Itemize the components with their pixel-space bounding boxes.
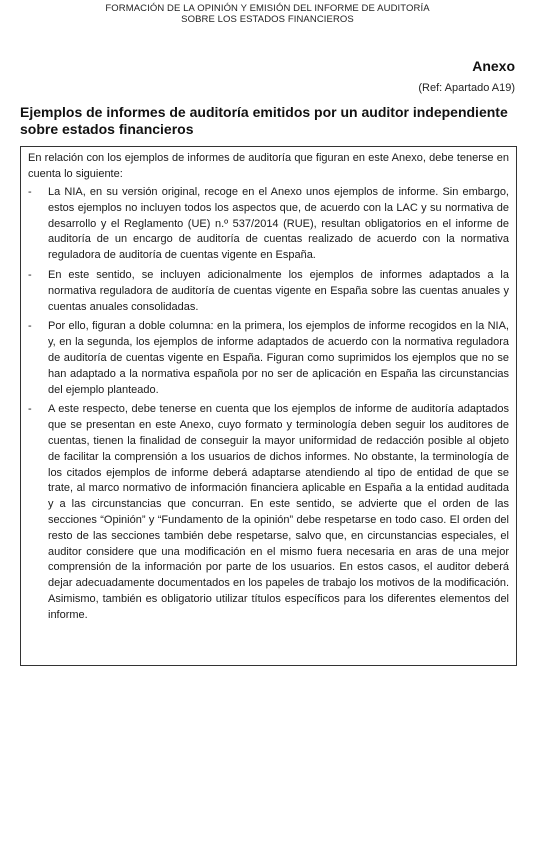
document-title: Ejemplos de informes de auditoría emitidos por un auditor independiente sobre estados financieros	[20, 104, 508, 137]
list-item	[28, 268, 509, 315]
list-bullet: -	[28, 268, 32, 281]
notes-list	[28, 185, 509, 624]
running-header-line-2: SOBRE LOS ESTADOS FINANCIEROS	[181, 14, 354, 25]
list-bullet: -	[28, 403, 32, 416]
list-item-text: Por ello, figuran a doble columna: en la primera, los ejemplos de informe recogidos en la NIA, y, en la segunda, los ejemplos de informe adaptados de acuerdo con la normativa reguladora de auditoría de cuentas vigente en España. Figuran como suprimidos los ejemplos que no se han adaptado a la normativa española por no ser de aplicación en España las circunstancias del ejemplo planteado.	[48, 320, 509, 396]
running-header-line-1: FORMACIÓN DE LA OPINIÓN Y EMISIÓN DEL INFORME DE AUDITORÍA	[105, 3, 430, 14]
list-item-text: A este respecto, debe tenerse en cuenta que los ejemplos de informe de auditoría adaptados que se presentan en este Anexo, cuyo formato y terminología deben seguir los auditores de cuentas, tienen la finalidad de conseguir la mayor uniformidad de redacción posible al objeto de facilitar la comprensión a los usuarios de dichos informes. No obstante, la terminología de los citados ejemplos de informe deberá adaptarse atendiendo al tipo de entidad de que se trate, al marco normativo de información financiera aplicable en España a la entidad auditada y a las circunstancias que concurran. En este sentido, se advierte que el orden de las secciones “Opinión” y “Fundamento de la opinión” debe respetarse en todo caso. El orden del resto de las secciones también debe respetarse, salvo que, en circunstancias especiales, el auditor considere que una modificación en el mismo fuera necesaria en aras de una mejor comprensión de la información por parte de los usuarios. En estos casos, el auditor deberá dejar adecuadamente documentados en los papeles de trabajo los motivos de la modificación. Asimismo, también es obligatorio utilizar títulos específicos para los diferentes elementos del informe.	[48, 403, 509, 621]
list-item	[28, 402, 509, 623]
list-item	[28, 319, 509, 398]
list-bullet: -	[28, 320, 32, 333]
list-bullet: -	[28, 186, 32, 198]
notes-box	[20, 146, 517, 666]
annex-reference: (Ref: Apartado A19)	[418, 82, 515, 94]
notes-intro: En relación con los ejemplos de informes de auditoría que figuran en este Anexo, debe tenerse en cuenta lo siguiente:	[28, 152, 509, 180]
annex-title: Anexo	[472, 58, 515, 74]
list-item	[28, 185, 509, 264]
running-header	[0, 3, 535, 25]
list-item-text: La NIA, en su versión original, recoge en el Anexo unos ejemplos de informe. Sin embargo, estos ejemplos no incluyen todos los aspectos que, de acuerdo con la LAC y su normativa de desarrollo y el Reglamento (UE) n.º 537/2014 (RUE), resultan obligatorios en el informe de auditoría de un encargo de auditoría de cuentas realizado de acuerdo con la normativa reguladora de auditoría de cuentas vigente en España.	[48, 186, 509, 262]
list-item-text: En este sentido, se incluyen adicionalmente los ejemplos de informes adaptados a la normativa reguladora de auditoría de cuentas vigente en España sobre las cuentas anuales y cuentas anuales consolidadas.	[48, 268, 509, 313]
